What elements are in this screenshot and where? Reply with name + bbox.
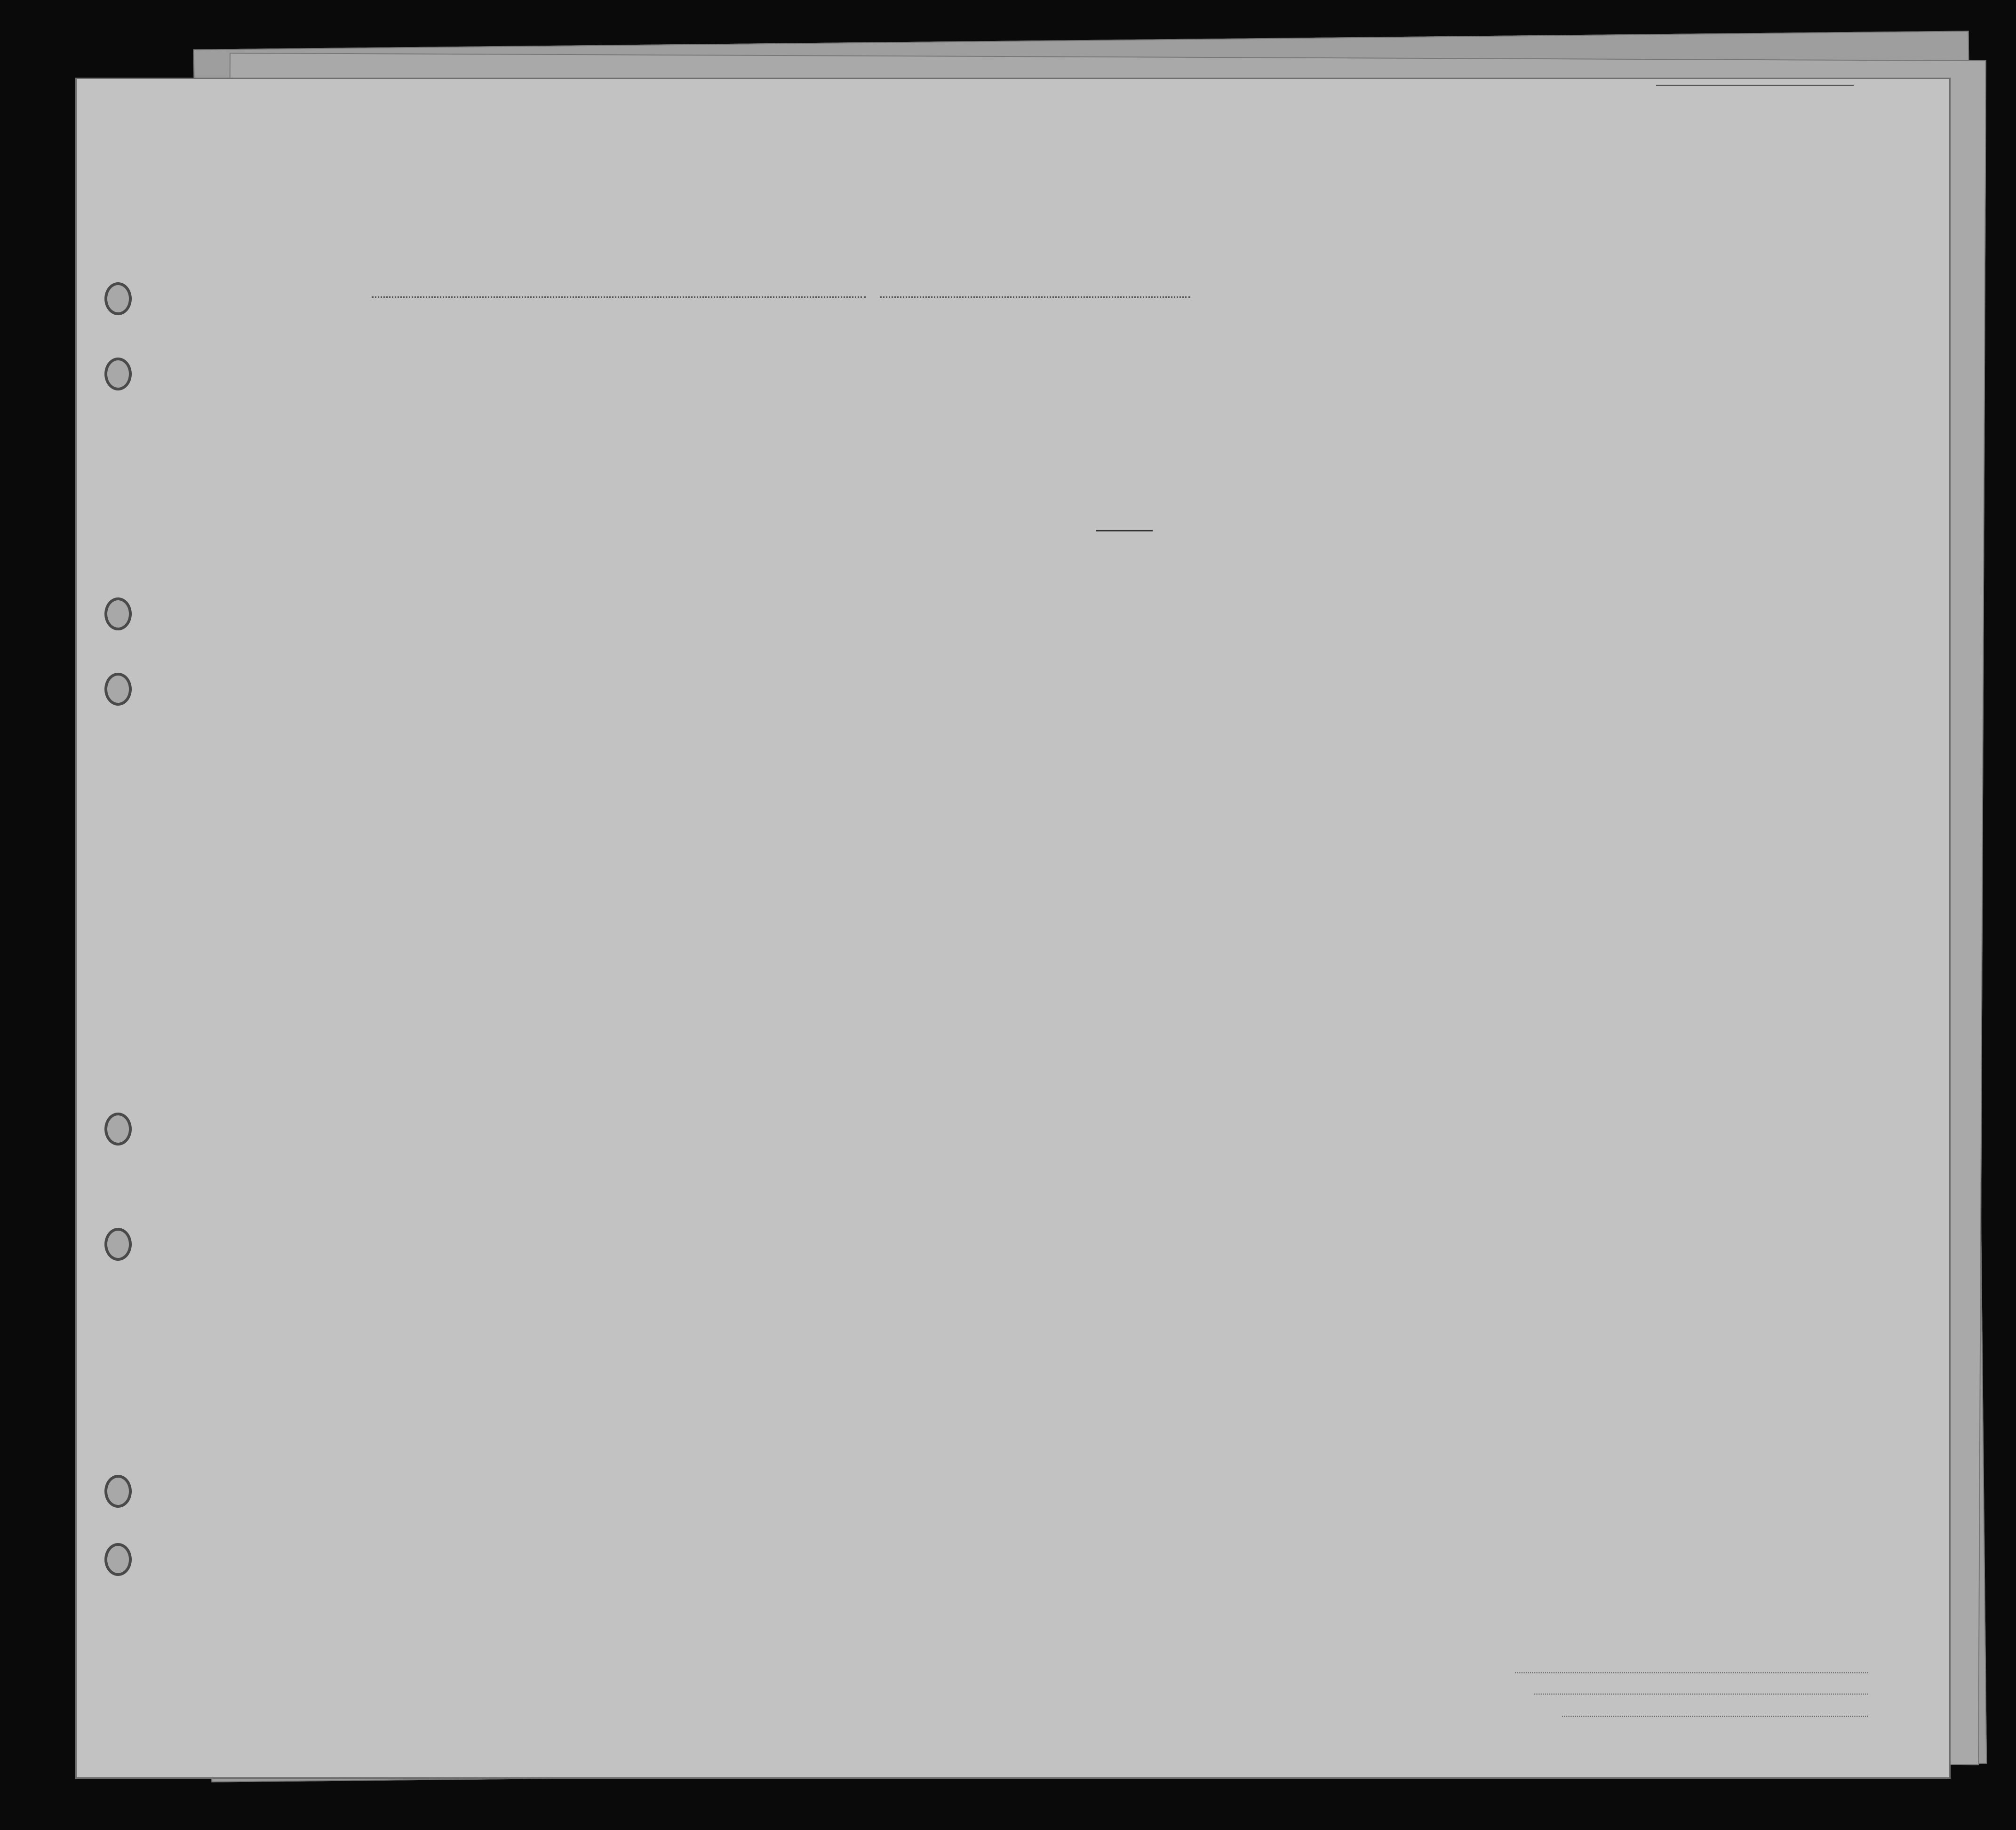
owners-field [1534, 1694, 1868, 1695]
agents-field [1562, 1716, 1868, 1717]
strike-mark [1096, 522, 1157, 546]
line-field [1515, 1672, 1868, 1673]
